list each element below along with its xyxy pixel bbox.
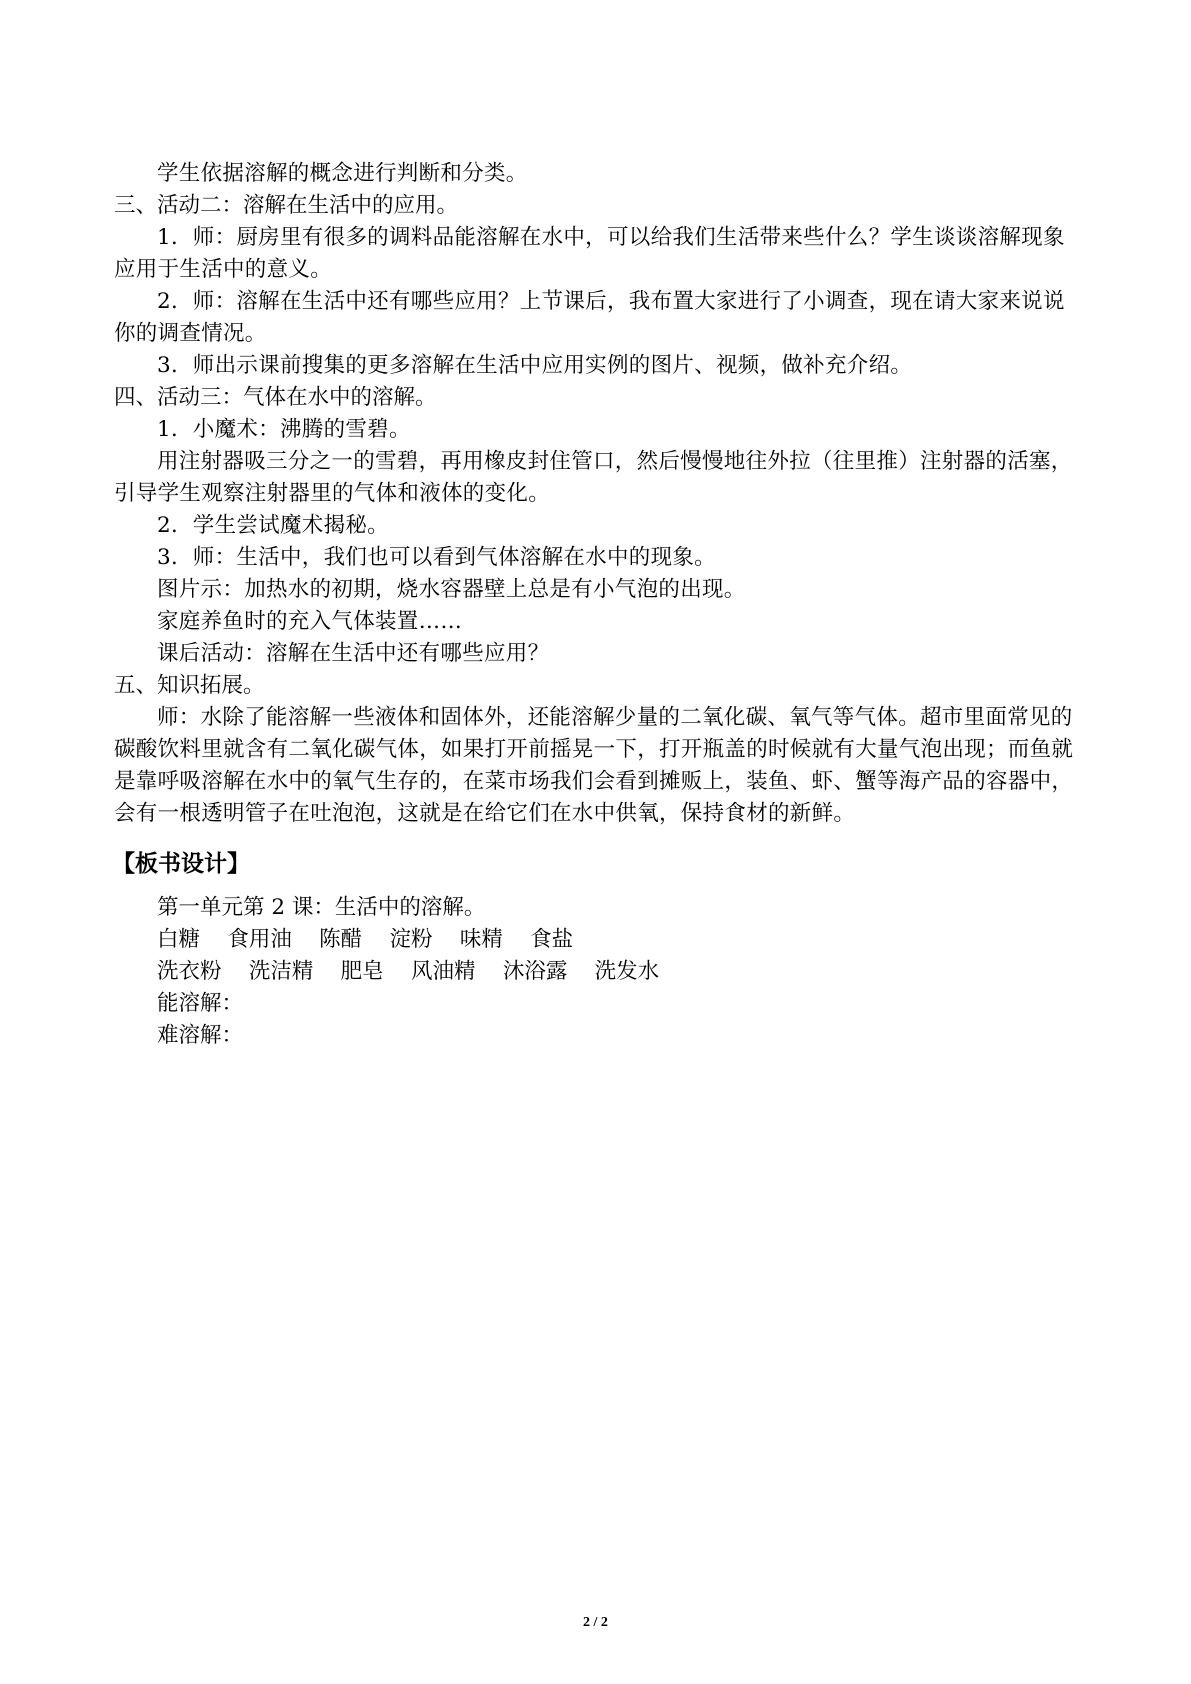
paragraph-reveal: 2．学生尝试魔术揭秘。 (157, 513, 389, 538)
paragraph-bubbles: 图片示：加热水的初期，烧水容器壁上总是有小气泡的出现。 (157, 577, 746, 602)
paragraph-classification: 学生依据溶解的概念进行判断和分类。 (157, 161, 528, 186)
paragraph-after-class: 课后活动：溶解在生活中还有哪些应用？ (157, 641, 550, 666)
paragraph-survey: 2．师：溶解在生活中还有哪些应用？上节课后，我布置大家进行了小调查，现在请大家来说说你的调查情况。 (114, 289, 1065, 346)
paragraph-magic-trick: 1．小魔术：沸腾的雪碧。 (157, 417, 411, 442)
paragraph-extension-text: 师：水除了能溶解一些液体和固体外，还能溶解少量的二氧化碳、氧气等气体。超市里面常见的碳酸饮料里就含有二氧化碳气体，如果打开前摇晃一下，打开瓶盖的时候就有大量气泡出现；而鱼就是靠呼吸溶解在水中的氧气生存的，在菜市场我们会看到摊贩上，装鱼、虾、蟹等海产品的容器中，会有一根透明管子在吐泡泡，这就是在给它们在水中供氧，保持食材的新鲜。 (114, 705, 1074, 826)
page-number: 2 / 2 (583, 1615, 608, 1630)
paragraph-teacher-examples: 3．师出示课前搜集的更多溶解在生活中应用实例的图片、视频，做补充介绍。 (157, 353, 913, 378)
board-line-insoluble: 难溶解： (157, 1023, 244, 1048)
heading-activity-two: 三、活动二：溶解在生活中的应用。 (114, 193, 459, 218)
heading-knowledge-extension: 五、知识拓展。 (114, 673, 265, 698)
board-design-title: 【板书设计】 (112, 851, 250, 877)
document-body (114, 158, 1086, 1052)
paragraph-kitchen-seasoning: 1．师：厨房里有很多的调料品能溶解在水中，可以给我们生活带来些什么？学生谈谈溶解现象应用于生活中的意义。 (114, 225, 1065, 282)
paragraph-fish-tank: 家庭养鱼时的充入气体装置…… (157, 609, 463, 634)
board-line-soluble: 能溶解： (157, 991, 244, 1016)
heading-activity-three: 四、活动三：气体在水中的溶解。 (114, 385, 437, 410)
board-line-foods: 白糖 食用油 陈醋 淀粉 味精 食盐 (157, 927, 574, 952)
paragraph-gas-in-water: 3．师：生活中，我们也可以看到气体溶解在水中的现象。 (157, 545, 716, 570)
board-line-cleaners: 洗衣粉 洗洁精 肥皂 风油精 沐浴露 洗发水 (157, 959, 660, 984)
paragraph-syringe: 用注射器吸三分之一的雪碧，再用橡皮封住管口，然后慢慢地往外拉（往里推）注射器的活塞，引导学生观察注射器里的气体和液体的变化。 (114, 449, 1073, 506)
board-line-lesson: 第一单元第 2 课：生活中的溶解。 (157, 895, 486, 920)
